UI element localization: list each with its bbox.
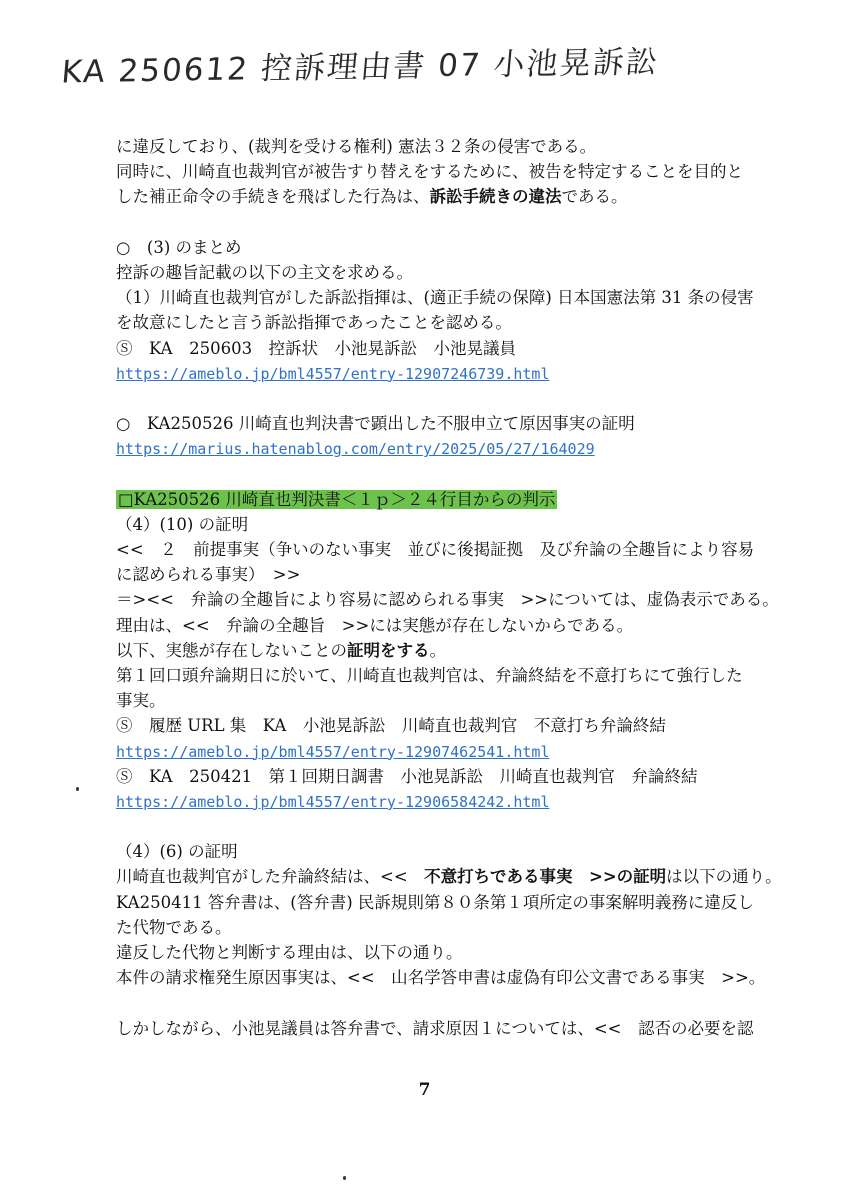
text-line: Ⓢ KA 250603 控訴状 小池晃訴訟 小池晃議員 xyxy=(116,338,517,358)
text-span: した補正命令の手続きを飛ばした行為は、 xyxy=(116,187,430,207)
bold-text: 訴訟手続きの違法 xyxy=(429,187,562,207)
text-line: 理由は、<< 弁論の全趣旨 >>には実態が存在しないからである。 xyxy=(116,615,634,635)
text-line: を故意にしたと言う訴訟指揮であったことを認める。 xyxy=(116,313,512,333)
text-span: 。 xyxy=(429,640,446,660)
text-line: << ２ 前提事実（争いのない事実 並びに後掲証拠 及び弁論の全趣旨により容易 xyxy=(116,540,755,559)
text-line: Ⓢ KA 250421 第１回期日調書 小池晃訴訟 川崎直也裁判官 弁論終結 xyxy=(116,766,698,786)
text-line xyxy=(116,184,806,209)
section-heading: ○ (3) のまとめ xyxy=(116,237,242,257)
text-span: 以下、実態が存在しないことの xyxy=(116,640,347,660)
text-line: 違反した代物と判断する理由は、以下の通り。 xyxy=(116,943,463,962)
bold-text: 不意打ちである事実 >>の証明 xyxy=(424,867,667,887)
document-body xyxy=(116,134,806,1041)
text-line: た代物である。 xyxy=(116,917,232,937)
highlighted-heading: □KA250526 川崎直也判決書＜１ｐ＞２４行目からの判示 xyxy=(118,489,556,509)
handwritten-header: KA 250612 控訴理由書 07 小池晃訴訟 xyxy=(59,44,661,91)
text-line: （4）(10) の証明 xyxy=(116,514,249,534)
url-link[interactable]: https://ameblo.jp/bml4557/entry-12906584242.html xyxy=(116,792,550,811)
text-line xyxy=(116,864,806,889)
text-line: （1）川崎直也裁判官がした訴訟指揮は、(適正手続の保障) 日本国憲法第 31 条の侵害 xyxy=(116,288,754,308)
section-heading: ○ KA250526 川崎直也判決書で顕出した不服申立て原因事実の証明 xyxy=(116,414,635,434)
scan-speck xyxy=(76,787,79,791)
url-link[interactable]: https://marius.hatenablog.com/entry/2025/05/27/164029 xyxy=(116,440,595,459)
text-line: ＝><< 弁論の全趣旨により容易に認められる事実 >>については、虚偽表示である。 xyxy=(116,590,779,610)
text-span: は以下の通り。 xyxy=(666,867,782,887)
text-span: である。 xyxy=(561,187,628,207)
text-line: 本件の請求権発生原因事実は、<< 山名学答申書は虚偽有印公文書である事実 >>。 xyxy=(116,968,766,988)
text-line xyxy=(116,638,806,663)
text-span: 川崎直也裁判官がした弁論終結は、<< xyxy=(116,867,425,887)
text-line: 事実。 xyxy=(116,691,166,711)
text-line: しかしながら、小池晃議員は答弁書で、請求原因１については、<< 認否の必要を認 xyxy=(116,1018,754,1038)
url-link[interactable]: https://ameblo.jp/bml4557/entry-12907462541.html xyxy=(116,742,550,761)
scan-speck xyxy=(343,1176,346,1180)
page-number: 7 xyxy=(418,1080,431,1100)
text-line: （4）(6) の証明 xyxy=(116,842,238,862)
text-line: 同時に、川崎直也裁判官が被告すり替えをするために、被告を特定することを目的と xyxy=(116,162,743,182)
bold-text: 証明をする xyxy=(347,640,430,660)
text-line: に違反しており、(裁判を受ける権利) 憲法３２条の侵害である。 xyxy=(116,137,597,156)
text-line: Ⓢ 履歴 URL 集 KA 小池晃訴訟 川崎直也裁判官 不意打ち弁論終結 xyxy=(116,716,666,736)
url-link[interactable]: https://ameblo.jp/bml4557/entry-12907246739.html xyxy=(116,364,550,383)
text-line: に認められる事実） >> xyxy=(116,565,301,585)
text-line: 第１回口頭弁論期日に於いて、川崎直也裁判官は、弁論終結を不意打ちにて強行した xyxy=(116,665,743,685)
text-line: KA250411 答弁書は、(答弁書) 民訴規則第８０条第１項所定の事案解明義務に違反し xyxy=(116,892,754,912)
text-line: 控訴の趣旨記載の以下の主文を求める。 xyxy=(116,262,413,282)
